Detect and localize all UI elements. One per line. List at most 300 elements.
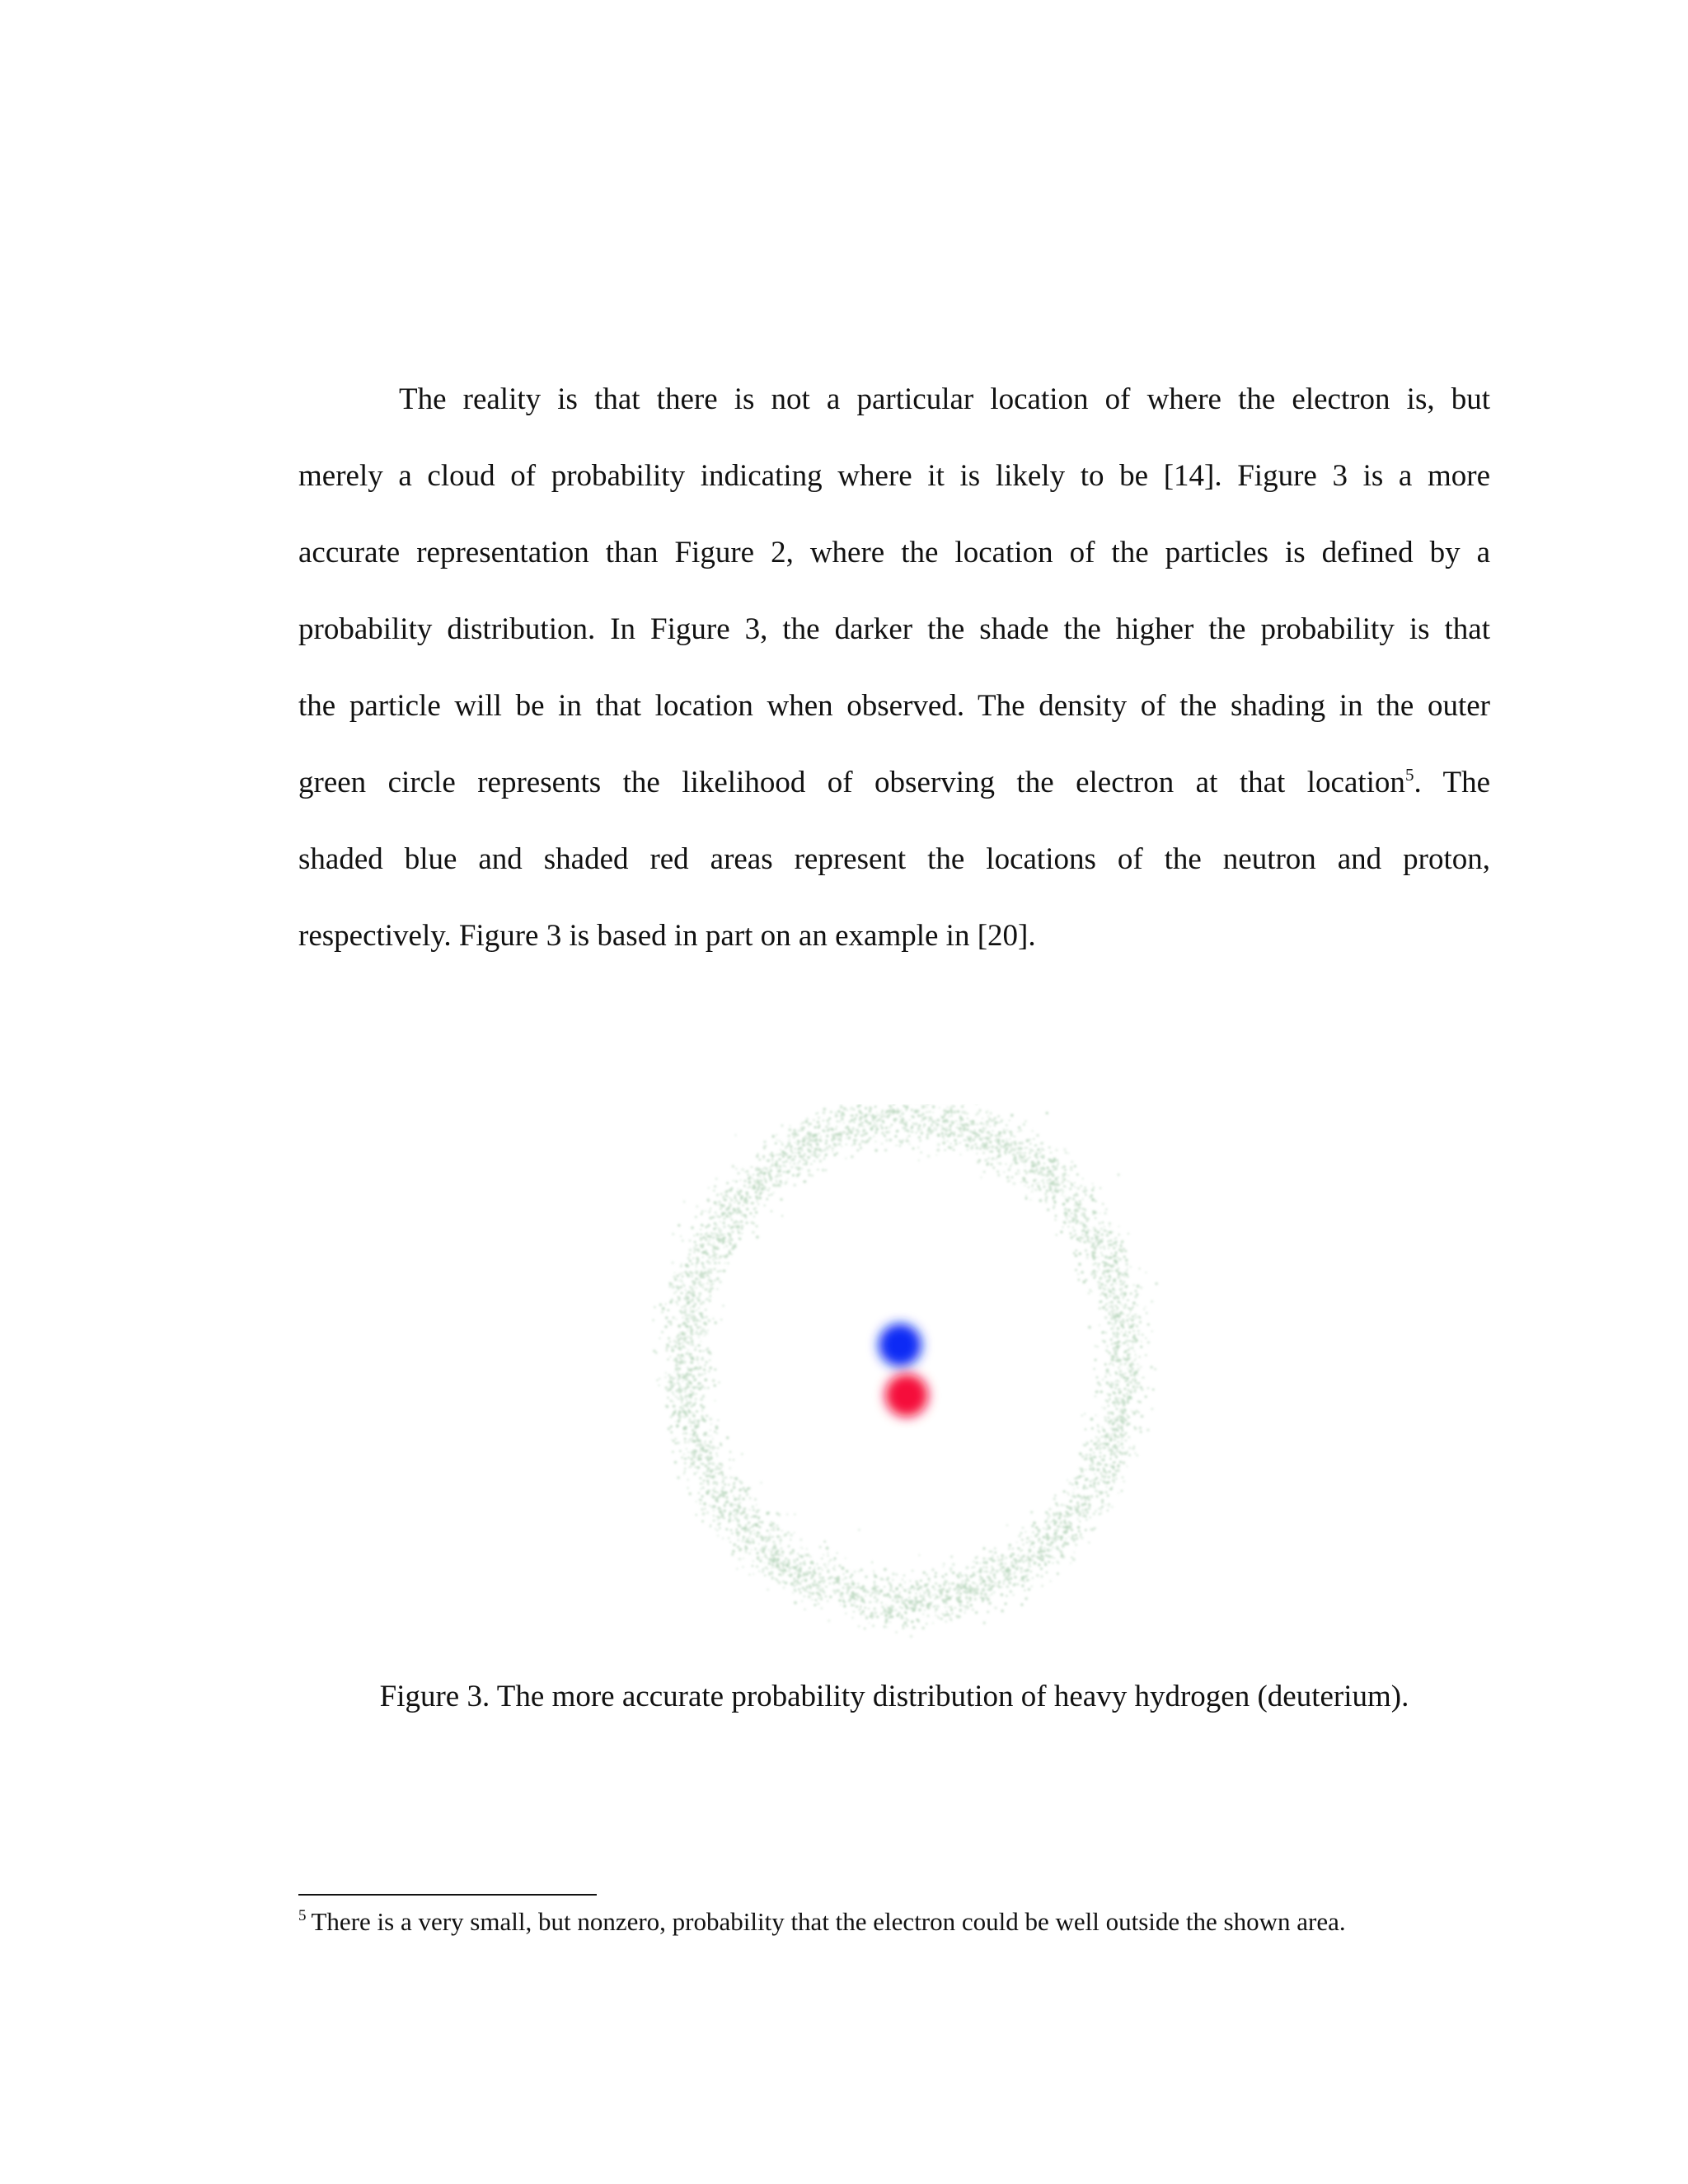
electron-cloud-dot [972,1587,973,1589]
electron-cloud-dot [729,1197,731,1199]
electron-cloud-dot [908,1135,911,1137]
electron-cloud-dot [1058,1184,1060,1186]
electron-cloud-dot [1052,1192,1053,1193]
electron-cloud-dot [993,1575,996,1577]
electron-cloud-dot [694,1348,696,1351]
electron-cloud-dot [781,1215,783,1216]
electron-cloud-dot [710,1244,712,1246]
electron-cloud-dot [691,1357,694,1360]
electron-cloud-dot [868,1109,871,1113]
electron-cloud-dot [906,1624,908,1627]
electron-cloud-dot [889,1621,891,1623]
electron-cloud-dot [997,1174,1000,1176]
electron-cloud-dot [1108,1476,1110,1479]
electron-cloud-dot [968,1138,970,1140]
electron-cloud-dot [698,1278,701,1281]
electron-cloud-dot [1120,1324,1122,1326]
electron-cloud-dot [1129,1318,1131,1319]
electron-cloud-dot [1108,1503,1110,1506]
electron-cloud-dot [1106,1303,1108,1305]
electron-cloud-dot [1028,1186,1030,1188]
electron-cloud-dot [776,1139,777,1141]
electron-cloud-dot [752,1526,754,1528]
electron-cloud-dot [889,1104,892,1108]
electron-cloud-dot [1137,1367,1139,1369]
electron-cloud-dot [1134,1452,1136,1454]
electron-cloud-dot [1098,1437,1100,1439]
electron-cloud-dot [719,1228,721,1230]
electron-cloud-dot [852,1586,854,1588]
electron-cloud-dot [1106,1281,1109,1283]
electron-cloud-dot [1118,1226,1120,1227]
electron-cloud-dot [1040,1171,1043,1174]
electron-cloud-dot [1014,1160,1016,1163]
electron-cloud-dot [992,1554,994,1556]
electron-cloud-dot [687,1329,689,1331]
electron-cloud-dot [1074,1215,1077,1218]
electron-cloud-dot [1053,1169,1054,1170]
electron-cloud-dot [1134,1290,1137,1292]
electron-cloud-dot [1019,1158,1020,1160]
electron-cloud-dot [785,1561,786,1563]
electron-cloud-dot [721,1487,724,1490]
electron-cloud-dot [1109,1226,1110,1227]
electron-cloud-dot [696,1356,699,1359]
electron-cloud-dot [946,1613,950,1616]
electron-cloud-dot [675,1301,678,1304]
electron-cloud-dot [1069,1514,1071,1516]
electron-cloud-dot [1097,1346,1099,1347]
electron-cloud-dot [1070,1166,1071,1168]
electron-cloud-dot [1119,1460,1123,1464]
electron-cloud-dot [797,1134,799,1137]
electron-cloud-dot [1100,1510,1102,1511]
electron-cloud-dot [1095,1235,1098,1238]
electron-cloud-dot [1095,1263,1096,1264]
electron-cloud-dot [979,1563,981,1564]
electron-cloud-dot [761,1189,762,1191]
electron-cloud-dot [884,1149,887,1151]
electron-cloud-dot [707,1481,710,1483]
electron-cloud-dot [675,1390,678,1393]
electron-cloud-dot [692,1280,694,1282]
electron-cloud-dot [856,1132,859,1135]
electron-cloud-dot [790,1151,792,1152]
electron-cloud-dot [1032,1165,1035,1168]
electron-cloud-dot [732,1212,734,1214]
electron-cloud-dot [1071,1537,1073,1540]
electron-cloud-dot [711,1462,715,1465]
electron-cloud-dot [678,1272,681,1275]
electron-cloud-dot [1109,1398,1111,1400]
electron-cloud-dot [789,1125,790,1127]
electron-cloud-dot [1037,1185,1039,1188]
electron-cloud-dot [828,1560,831,1563]
electron-cloud-dot [1100,1491,1104,1494]
electron-cloud-dot [1019,1173,1020,1174]
electron-cloud-dot [955,1586,957,1587]
electron-cloud-dot [945,1595,949,1598]
electron-cloud-dot [1043,1149,1044,1151]
electron-cloud-dot [1135,1316,1137,1319]
electron-cloud-dot [763,1146,766,1149]
electron-cloud-dot [908,1601,910,1603]
electron-cloud-dot [704,1442,706,1444]
electron-cloud-dot [1099,1268,1100,1270]
electron-cloud-dot [684,1332,687,1334]
electron-cloud-dot [939,1596,941,1598]
electron-cloud-dot [1096,1495,1098,1497]
electron-cloud-dot [1071,1535,1074,1537]
electron-cloud-dot [682,1240,684,1242]
electron-cloud-dot [701,1410,703,1412]
electron-cloud-dot [1056,1545,1058,1548]
electron-cloud-dot [711,1493,714,1496]
electron-cloud-dot [934,1588,936,1591]
electron-cloud-dot [745,1201,747,1202]
electron-cloud-dot [1105,1435,1109,1438]
electron-cloud-dot [771,1560,774,1563]
electron-cloud-dot [736,1212,738,1214]
electron-cloud-dot [1134,1296,1137,1299]
electron-cloud-dot [1123,1395,1126,1398]
electron-cloud-dot [812,1592,814,1595]
electron-cloud-dot [1083,1240,1085,1243]
electron-cloud-dot [1101,1254,1104,1257]
electron-cloud-dot [1121,1476,1123,1479]
electron-cloud-dot [1119,1288,1121,1290]
electron-cloud-dot [1123,1356,1124,1357]
electron-cloud-dot [1137,1333,1139,1335]
electron-cloud-dot [720,1203,723,1206]
electron-cloud-dot [700,1454,702,1456]
electron-cloud-dot [701,1315,703,1318]
electron-cloud-dot [684,1396,687,1399]
electron-cloud-dot [1100,1277,1101,1279]
electron-cloud-dot [746,1489,748,1491]
electron-cloud-dot [734,1225,738,1228]
electron-cloud-dot [768,1572,771,1574]
electron-cloud-dot [1110,1361,1112,1363]
electron-cloud-dot [1081,1221,1084,1225]
electron-cloud-dot [1110,1315,1113,1318]
electron-cloud-dot [1128,1340,1130,1342]
electron-cloud-dot [677,1382,678,1384]
electron-cloud-dot [922,1598,925,1601]
electron-cloud-dot [991,1151,993,1153]
electron-cloud-dot [715,1204,717,1206]
electron-cloud-dot [756,1504,757,1506]
electron-cloud-dot [925,1584,928,1587]
electron-cloud-dot [1088,1507,1090,1510]
electron-cloud-dot [1084,1497,1086,1499]
electron-cloud-dot [687,1487,689,1489]
electron-cloud-dot [1020,1567,1023,1570]
electron-cloud-dot [1103,1480,1105,1483]
electron-cloud-dot [994,1582,996,1584]
electron-cloud-dot [1097,1440,1100,1442]
electron-cloud-dot [668,1427,671,1431]
electron-cloud-dot [943,1566,945,1568]
electron-cloud-dot [1120,1282,1122,1283]
electron-cloud-dot [1008,1544,1011,1547]
electron-cloud-dot [797,1553,799,1554]
electron-cloud-dot [756,1552,758,1554]
electron-cloud-dot [774,1546,776,1548]
electron-cloud-dot [768,1174,771,1177]
electron-cloud-dot [871,1127,873,1129]
electron-cloud-dot [1084,1208,1085,1210]
electron-cloud-dot [987,1110,988,1112]
electron-cloud-dot [912,1147,915,1150]
electron-cloud-dot [1114,1365,1115,1366]
electron-cloud-dot [874,1149,878,1152]
electron-cloud-dot [686,1383,689,1386]
electron-cloud-dot [687,1479,689,1480]
electron-cloud-dot [990,1163,993,1166]
electron-cloud-dot [759,1559,762,1563]
electron-cloud-dot [1085,1249,1088,1252]
electron-cloud-dot [690,1421,692,1422]
electron-cloud-dot [1096,1376,1099,1379]
electron-cloud-dot [697,1457,701,1460]
electron-cloud-dot [701,1276,703,1278]
electron-cloud-dot [771,1571,773,1573]
electron-cloud-dot [1022,1555,1024,1557]
electron-cloud-dot [1015,1173,1017,1175]
electron-cloud-dot [932,1105,935,1108]
electron-cloud-dot [696,1205,698,1207]
electron-cloud-dot [794,1155,796,1158]
electron-cloud-dot [988,1118,991,1120]
electron-cloud-dot [926,1137,928,1139]
electron-cloud-dot [1121,1331,1123,1333]
electron-cloud-dot [1114,1305,1117,1307]
electron-cloud-dot [1133,1284,1135,1286]
electron-cloud-dot [685,1353,687,1355]
electron-cloud-dot [834,1565,836,1567]
electron-cloud-dot [698,1337,700,1338]
electron-cloud-dot [696,1359,699,1361]
electron-cloud-dot [907,1588,909,1590]
electron-cloud-dot [1098,1243,1100,1245]
electron-cloud-dot [1118,1366,1120,1369]
electron-cloud-dot [956,1591,959,1595]
electron-cloud-dot [943,1563,945,1565]
electron-cloud-dot [1069,1188,1071,1190]
electron-cloud-dot [696,1393,697,1394]
electron-cloud-dot [844,1583,846,1586]
electron-cloud-dot [1107,1240,1109,1243]
electron-cloud-dot [688,1253,691,1255]
electron-cloud-dot [753,1541,755,1544]
electron-cloud-dot [1125,1432,1128,1434]
electron-cloud-dot [804,1563,806,1565]
electron-cloud-dot [733,1477,734,1479]
electron-cloud-dot [952,1572,955,1575]
electron-cloud-dot [984,1584,987,1587]
electron-cloud-dot [1081,1470,1084,1474]
electron-cloud-dot [674,1383,676,1385]
electron-cloud-dot [838,1564,841,1567]
electron-cloud-dot [753,1573,754,1575]
electron-cloud-dot [912,1626,916,1629]
electron-cloud-dot [1081,1504,1084,1507]
electron-cloud-dot [709,1418,712,1421]
electron-cloud-dot [902,1118,904,1120]
electron-cloud-dot [1137,1400,1140,1403]
electron-cloud-dot [978,1569,982,1572]
electron-cloud-dot [1031,1160,1034,1164]
electron-cloud-dot [688,1352,692,1356]
electron-cloud-dot [702,1265,704,1267]
electron-cloud-dot [1029,1551,1031,1554]
electron-cloud-dot [818,1597,819,1599]
electron-cloud-dot [806,1118,809,1121]
electron-cloud-dot [772,1526,776,1530]
electron-cloud-dot [920,1605,922,1608]
electron-cloud-dot [1101,1474,1104,1478]
electron-cloud-dot [949,1133,952,1137]
electron-cloud-dot [906,1128,908,1131]
electron-cloud-dot [1088,1230,1090,1231]
electron-cloud-dot [959,1609,962,1612]
electron-cloud-dot [930,1129,932,1132]
electron-cloud-dot [793,1566,795,1568]
electron-cloud-dot [670,1425,673,1427]
electron-cloud-dot [985,1596,988,1600]
electron-cloud-dot [679,1332,681,1333]
electron-cloud-dot [856,1599,858,1601]
electron-cloud-dot [758,1159,761,1161]
electron-cloud-dot [731,1489,733,1491]
electron-cloud-dot [1111,1327,1113,1329]
electron-cloud-dot [851,1114,854,1117]
electron-cloud-dot [771,1522,775,1526]
electron-cloud-dot [893,1110,896,1113]
electron-cloud-dot [725,1215,728,1217]
electron-cloud-dot [819,1546,822,1549]
electron-cloud-dot [1121,1439,1123,1441]
electron-cloud-dot [702,1350,705,1352]
electron-cloud-dot [960,1591,962,1593]
electron-cloud-dot [836,1552,837,1554]
electron-cloud-dot [860,1113,863,1115]
electron-cloud-dot [705,1249,707,1252]
electron-cloud-dot [1077,1207,1080,1209]
electron-cloud-dot [737,1230,739,1232]
electron-cloud-dot [1025,1173,1027,1174]
electron-cloud-dot [1113,1347,1115,1350]
electron-cloud-dot [926,1104,930,1105]
electron-cloud-dot [803,1137,805,1140]
electron-cloud-dot [915,1596,917,1599]
electron-cloud-dot [1077,1526,1081,1529]
electron-cloud-dot [775,1179,776,1181]
electron-cloud-dot [915,1592,917,1594]
electron-cloud-dot [1081,1537,1083,1540]
electron-cloud-dot [682,1415,684,1417]
electron-cloud-dot [760,1482,762,1484]
electron-cloud-dot [696,1330,697,1332]
electron-cloud-dot [1053,1546,1055,1549]
electron-cloud-dot [1023,1157,1025,1159]
electron-cloud-dot [724,1247,725,1249]
electron-cloud-dot [858,1625,860,1628]
electron-cloud-dot [1108,1481,1110,1483]
electron-cloud-dot [989,1112,992,1115]
electron-cloud-dot [1024,1582,1025,1583]
electron-cloud-dot [1056,1234,1057,1235]
electron-cloud-dot [722,1305,724,1307]
electron-cloud-dot [1140,1366,1142,1367]
electron-cloud-dot [1039,1188,1042,1191]
electron-cloud-dot [1133,1426,1135,1427]
electron-cloud-dot [1126,1414,1128,1416]
electron-cloud-dot [874,1141,876,1142]
electron-cloud-dot [897,1601,899,1603]
electron-cloud-dot [908,1143,910,1145]
electron-cloud-dot [910,1580,912,1582]
electron-cloud-dot [788,1138,790,1141]
electron-cloud-dot [1042,1166,1043,1168]
electron-cloud-dot [679,1357,681,1359]
electron-cloud-dot [1014,1136,1015,1137]
electron-cloud-dot [683,1453,686,1455]
electron-cloud-dot [673,1371,675,1373]
electron-cloud-dot [760,1179,762,1182]
electron-cloud-dot [773,1567,775,1568]
electron-cloud-dot [1040,1141,1043,1145]
electron-cloud-dot [1043,1182,1045,1184]
electron-cloud-dot [1116,1315,1119,1318]
electron-cloud-dot [684,1411,687,1413]
electron-cloud-dot [964,1609,966,1610]
electron-cloud-dot [899,1121,903,1124]
electron-cloud-dot [1027,1158,1029,1160]
electron-cloud-dot [749,1212,752,1215]
electron-cloud-dot [801,1581,803,1582]
electron-cloud-dot [769,1524,771,1526]
electron-cloud-dot [1071,1212,1072,1214]
electron-cloud-dot [685,1289,687,1291]
electron-cloud-dot [832,1139,834,1141]
electron-cloud-dot [1128,1422,1131,1426]
electron-cloud-dot [820,1607,823,1610]
electron-cloud-dot [1147,1387,1149,1389]
electron-cloud-dot [675,1285,678,1288]
electron-cloud-dot [1035,1526,1039,1530]
electron-cloud-dot [894,1594,898,1597]
electron-cloud-dot [1081,1414,1083,1416]
electron-cloud-dot [713,1384,716,1387]
electron-cloud-dot [735,1168,738,1170]
electron-cloud-dot [696,1386,698,1389]
electron-cloud-dot [1095,1217,1097,1220]
electron-cloud-dot [1104,1295,1107,1297]
electron-cloud-dot [1097,1424,1099,1426]
electron-cloud-dot [1081,1271,1084,1274]
electron-cloud-dot [811,1562,814,1564]
electron-cloud-dot [705,1465,707,1467]
electron-cloud-dot [779,1180,781,1183]
electron-cloud-dot [852,1127,855,1130]
electron-cloud-dot [1136,1324,1138,1327]
electron-cloud-dot [1095,1391,1097,1393]
electron-cloud-dot [729,1520,731,1522]
electron-cloud-dot [692,1455,696,1459]
paragraph-line-text: . The [1414,766,1490,799]
